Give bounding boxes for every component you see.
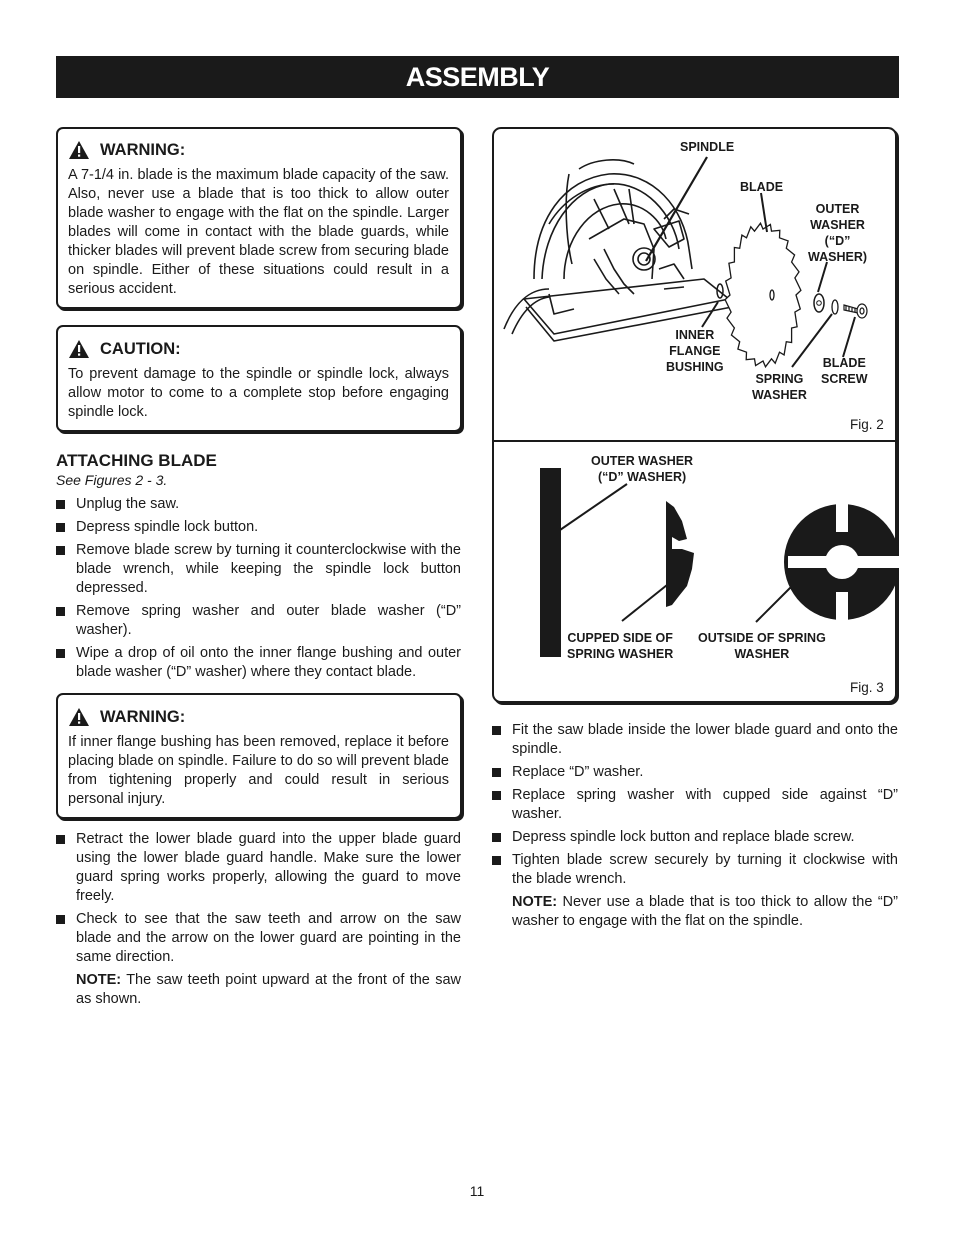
caution-triangle-icon xyxy=(68,339,90,359)
warning-heading xyxy=(68,140,449,160)
list-item: Replace “D” washer. xyxy=(492,763,898,782)
warning-text: If inner flange bushing has been removed, replace it before placing blade on spindle. Failure to do so will prevent blade from tightening properly and could result in serious personal injury. xyxy=(68,734,449,807)
label-blade-screw: BLADE SCREW xyxy=(821,356,868,386)
section-header: ASSEMBLY xyxy=(56,56,899,98)
leader-line-outside-spring xyxy=(756,585,793,622)
circular-saw-drawing xyxy=(504,160,732,341)
label-fig3-outer-washer: OUTER WASHER (“D” WASHER) xyxy=(591,454,694,484)
list-item: Retract the lower blade guard into the upper blade guard using the lower blade guard handle. Make sure the lower guard spring works properly, allowing the guard to move freely. xyxy=(56,830,461,906)
attaching-steps-list xyxy=(56,495,461,686)
warning-triangle-icon xyxy=(68,707,90,727)
list-item: Replace spring washer with cupped side against “D” washer. xyxy=(492,786,898,824)
label-outer-washer: OUTER WASHER (“D” WASHER) xyxy=(808,202,868,264)
saw-blade-drawing xyxy=(725,223,801,367)
bullet-square-icon xyxy=(492,768,501,777)
warning-title: WARNING: xyxy=(100,707,186,726)
list-item: Depress spindle lock button. xyxy=(56,518,461,537)
saw-blade-teeth xyxy=(725,223,801,367)
list-item: Fit the saw blade inside the lower blade guard and onto the spindle. xyxy=(492,721,898,759)
bullet-square-icon xyxy=(56,607,65,616)
label-cupped-side: CUPPED SIDE OF SPRING WASHER xyxy=(567,631,674,661)
warning-triangle-icon xyxy=(68,140,90,160)
note-saw-teeth: NOTE: The saw teeth point upward at the front of the saw as shown. xyxy=(76,972,461,1007)
caution-box-spindle-lock xyxy=(56,325,462,432)
warning-text: A 7-1/4 in. blade is the maximum blade capacity of the saw. Also, never use a blade that is too thick to allow outer blade washer to engage with the flat on the spindle. Larger blades will come in contact with the blade guards, while thicker blades will prevent blade screw from securing blade on spindle. Either of these situations could result in a serious accident. xyxy=(68,167,449,297)
warning-box-inner-flange xyxy=(56,693,462,819)
note-blade-thickness: NOTE: Never use a blade that is too thick to allow the “D” washer to engage with the flat on the spindle. xyxy=(512,894,898,929)
caution-title: CAUTION: xyxy=(100,339,181,358)
bullet-square-icon xyxy=(56,523,65,532)
leader-line-blade-screw xyxy=(843,317,855,357)
leader-line-inner-flange xyxy=(702,302,718,327)
caution-text: To prevent damage to the spindle or spindle lock, always allow motor to come to a complete stop before engaging spindle lock. xyxy=(68,366,449,420)
leader-line-outer-washer xyxy=(818,262,827,292)
see-figures-reference: See Figures 2 - 3. xyxy=(56,472,168,488)
figure-panel xyxy=(492,127,897,703)
spring-washer-drawing xyxy=(832,300,838,314)
bullet-square-icon xyxy=(56,649,65,658)
bullet-square-icon xyxy=(492,833,501,842)
blade-install-steps-list xyxy=(492,721,898,935)
list-item: Tighten blade screw securely by turning it clockwise with the blade wrench. NOTE: Never use a blade that is too thick to allow the “D” washer to engage with the flat on the spindle. xyxy=(492,851,898,931)
outer-washer-drawing xyxy=(814,294,824,312)
leader-line-cupped-side xyxy=(622,585,667,621)
blade-edge-bar xyxy=(540,468,561,657)
label-outside-spring: OUTSIDE OF SPRING WASHER xyxy=(698,631,826,661)
leader-line-spindle xyxy=(646,157,707,261)
bullet-square-icon xyxy=(56,835,65,844)
caution-heading xyxy=(68,339,449,359)
list-item: Check to see that the saw teeth and arrow on the saw blade and the arrow on the lower guard are pointing in the same direction. NOTE: The saw teeth point upward at the front of the saw as shown. xyxy=(56,910,461,1009)
bullet-square-icon xyxy=(56,546,65,555)
bullet-square-icon xyxy=(56,500,65,509)
leader-line-fig3-outer-washer xyxy=(560,484,627,530)
warning-title: WARNING: xyxy=(100,140,186,159)
list-item: Remove spring washer and outer blade washer (“D” washer). xyxy=(56,602,461,640)
warning-box-blade-capacity xyxy=(56,127,462,309)
bullet-square-icon xyxy=(56,915,65,924)
label-spindle: SPINDLE xyxy=(680,140,735,154)
list-item: Depress spindle lock button and replace blade screw. xyxy=(492,828,898,847)
page-number: 11 xyxy=(469,1183,485,1199)
guard-steps-list xyxy=(56,830,461,1013)
spring-washer-face-drawing xyxy=(784,502,899,622)
figure-3-caption: Fig. 3 xyxy=(850,680,884,695)
bullet-square-icon xyxy=(492,791,501,800)
attaching-blade-heading: ATTACHING BLADE xyxy=(56,451,217,470)
figure-divider xyxy=(494,440,895,442)
label-blade: BLADE xyxy=(740,180,784,194)
list-item: Unplug the saw. xyxy=(56,495,461,514)
warning-heading xyxy=(68,707,449,727)
bullet-square-icon xyxy=(492,856,501,865)
label-spring-washer: SPRING WASHER xyxy=(752,372,807,402)
list-item: Wipe a drop of oil onto the inner flange bushing and outer blade washer (“D” washer) where they contact blade. xyxy=(56,644,461,682)
bullet-square-icon xyxy=(492,726,501,735)
label-inner-flange-bushing: INNER FLANGE BUSHING xyxy=(666,328,724,374)
list-item: Remove blade screw by turning it counterclockwise with the blade wrench, while keeping the spindle lock button depressed. xyxy=(56,541,461,598)
spring-washer-side-drawing xyxy=(666,501,694,607)
blade-screw-drawing xyxy=(844,304,867,318)
figure-2-caption: Fig. 2 xyxy=(850,417,884,432)
